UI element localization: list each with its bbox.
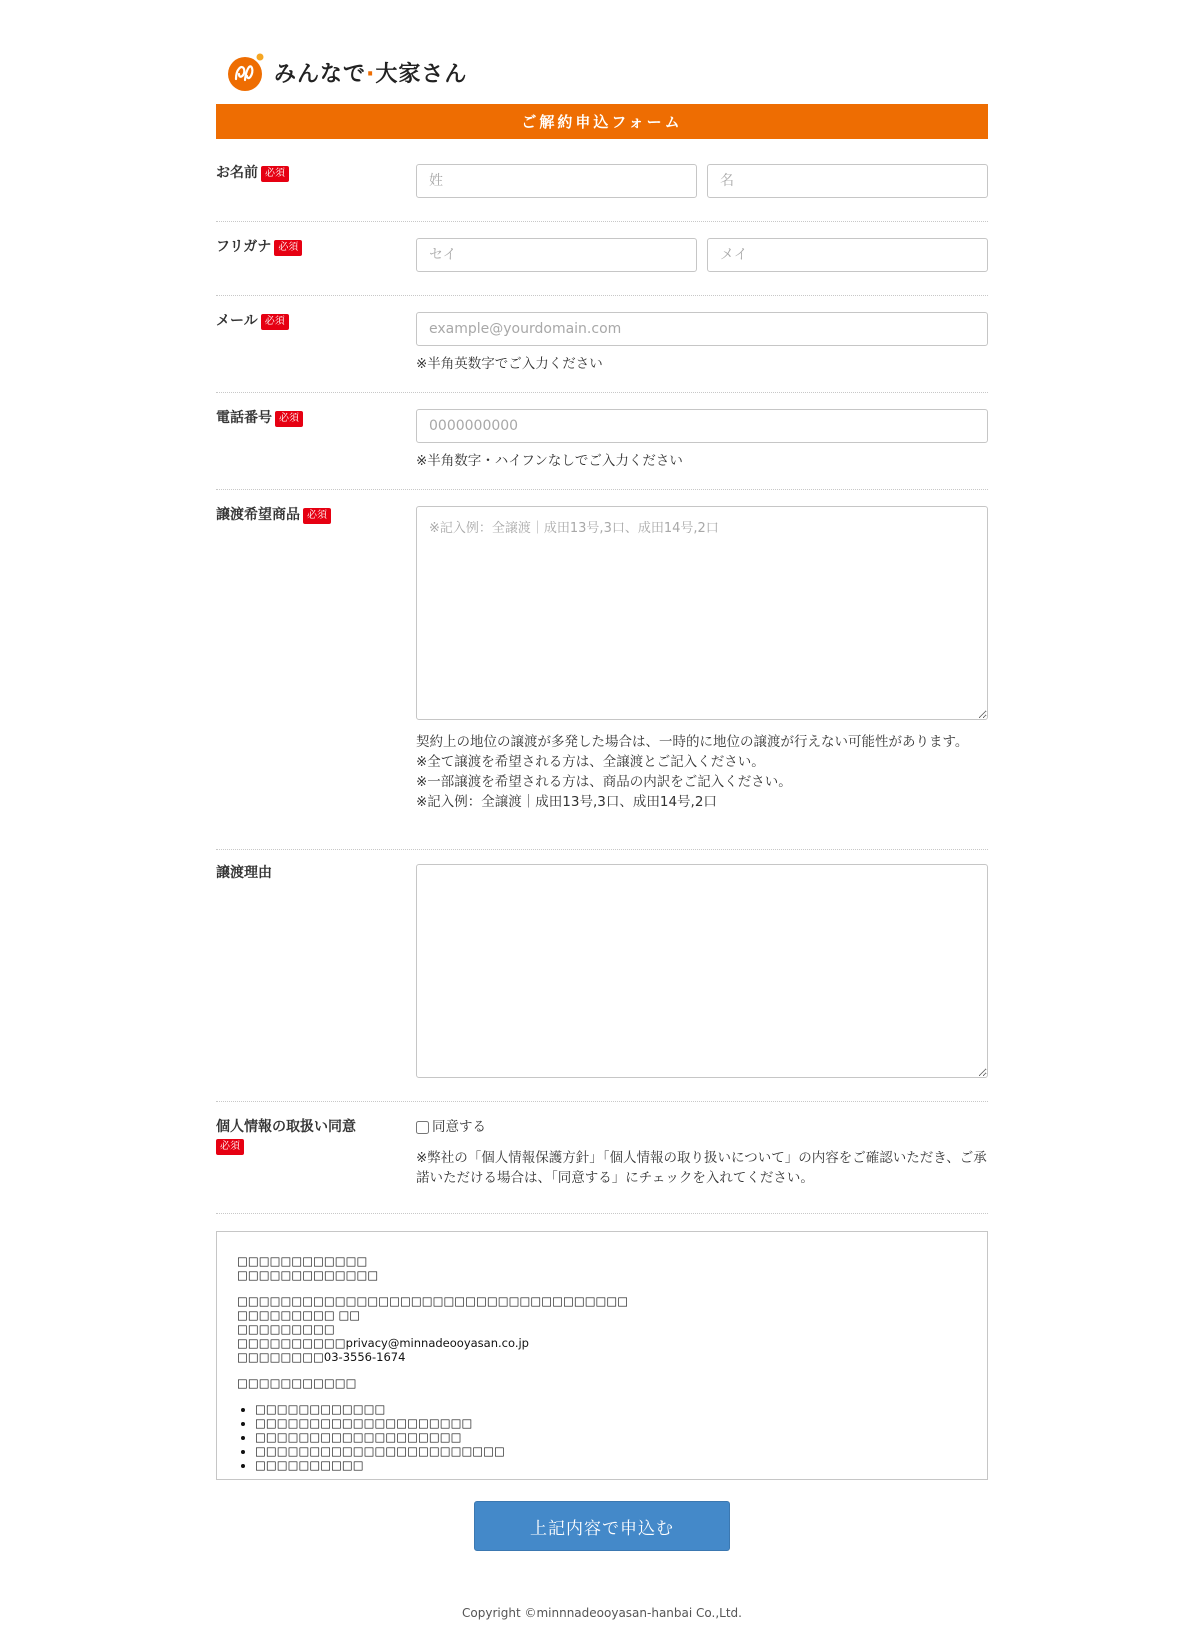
form-title: ご解約申込フォーム: [216, 104, 988, 139]
consent-row: [216, 1118, 988, 1214]
consent-label: [216, 1118, 406, 1155]
brand-logo[interactable]: [226, 48, 467, 96]
consent-checkbox-text: 同意する: [432, 1119, 486, 1135]
policy-heading: □□□□□□□□□□□: [237, 1376, 357, 1390]
privacy-policy-box[interactable]: [216, 1231, 988, 1480]
last-kana-input[interactable]: [416, 238, 697, 272]
products-textarea[interactable]: [416, 506, 988, 720]
submit-button[interactable]: 上記内容で申込む: [474, 1501, 730, 1551]
products-field: [416, 506, 988, 812]
required-badge: 必須: [275, 411, 303, 427]
phone-input[interactable]: [416, 409, 988, 443]
products-row: [216, 506, 988, 850]
consent-checkbox[interactable]: [416, 1121, 429, 1134]
consent-note: ※弊社の「個人情報保護方針」「個人情報の取り扱いについて」の内容をご確認いただき、ご承諾いただける場合は、「同意する」にチェックを入れてください。: [416, 1150, 987, 1186]
policy-line: □□□□□□□□□: [237, 1322, 335, 1336]
required-badge: 必須: [261, 166, 289, 182]
policy-list: [255, 1402, 967, 1472]
email-note: ※半角英数字でご入力ください: [416, 356, 603, 372]
products-note: ※全て譲渡を希望される方は、全譲渡とご記入ください。: [416, 754, 765, 770]
email-row: [216, 312, 988, 393]
first-name-input[interactable]: [707, 164, 988, 198]
email-input[interactable]: [416, 312, 988, 346]
products-note: 契約上の地位の譲渡が多発した場合は、一時的に地位の譲渡が行えない可能性があります。: [416, 734, 969, 750]
reason-textarea[interactable]: [416, 864, 988, 1078]
policy-line: □□□□□□□□□ □□: [237, 1308, 361, 1322]
last-name-input[interactable]: [416, 164, 697, 198]
reason-field: [416, 864, 988, 1082]
policy-list-item: • □□□□□□□□□□□□□□□□□□□□□□□: [255, 1444, 967, 1458]
policy-line: □□□□□□□□□□□□: [237, 1254, 368, 1268]
name-field: [416, 164, 988, 198]
required-badge: 必須: [216, 1139, 244, 1155]
policy-line: □□□□□□□□03-3556-1674: [237, 1350, 406, 1364]
email-label: [216, 312, 289, 330]
policy-list-item: • □□□□□□□□□□□□□□□□□□□: [255, 1430, 967, 1444]
consent-field: [416, 1118, 988, 1188]
furigana-field: [416, 238, 988, 272]
phone-row: [216, 409, 988, 490]
consent-checkbox-label[interactable]: [416, 1118, 988, 1136]
products-label-text: 譲渡希望商品: [216, 507, 300, 523]
required-badge: 必須: [303, 508, 331, 524]
name-label: [216, 164, 289, 182]
phone-note: ※半角数字・ハイフンなしでご入力ください: [416, 453, 683, 469]
policy-line: □□□□□□□□□□□□□□□□□□□□□□□□□□□□□□□□□□□□: [237, 1294, 629, 1308]
name-label-text: お名前: [216, 165, 258, 181]
furigana-row: [216, 238, 988, 296]
furigana-label: [216, 238, 302, 256]
products-note: ※一部譲渡を希望される方は、商品の内訳をご記入ください。: [416, 774, 792, 790]
furigana-label-text: フリガナ: [216, 239, 272, 255]
phone-label: [216, 409, 303, 427]
name-row: [216, 164, 988, 222]
products-note: ※記入例：全譲渡｜成田13号,3口、成田14号,2口: [416, 794, 717, 810]
logo-text-accent: ·: [366, 61, 376, 87]
copyright: Copyright ©minnnadeooyasan-hanbai Co.,Ltd.: [462, 1606, 742, 1620]
required-badge: 必須: [261, 314, 289, 330]
reason-label: [216, 864, 272, 882]
reason-row: [216, 864, 988, 1102]
first-kana-input[interactable]: [707, 238, 988, 272]
policy-line: □□□□□□□□□□□□□: [237, 1268, 379, 1282]
phone-field: [416, 409, 988, 471]
required-badge: 必須: [274, 240, 302, 256]
reason-label-text: 譲渡理由: [216, 865, 272, 881]
consent-label-text: 個人情報の取扱い同意: [216, 1119, 356, 1135]
policy-list-item: • □□□□□□□□□□□□: [255, 1402, 967, 1416]
policy-line: □□□□□□□□□□privacy@minnadeooyasan.co.jp: [237, 1336, 529, 1350]
products-notes: [416, 732, 988, 812]
logo-mark-icon: [226, 52, 266, 92]
products-label: [216, 506, 331, 524]
phone-label-text: 電話番号: [216, 410, 272, 426]
policy-list-item: • □□□□□□□□□□: [255, 1458, 967, 1472]
logo-text: [274, 57, 467, 88]
email-field: [416, 312, 988, 374]
logo-text-tail: 大家さん: [375, 61, 468, 87]
email-label-text: メール: [216, 313, 258, 329]
logo-text-main: みんなで: [274, 61, 367, 87]
policy-list-item: • □□□□□□□□□□□□□□□□□□□□: [255, 1416, 967, 1430]
